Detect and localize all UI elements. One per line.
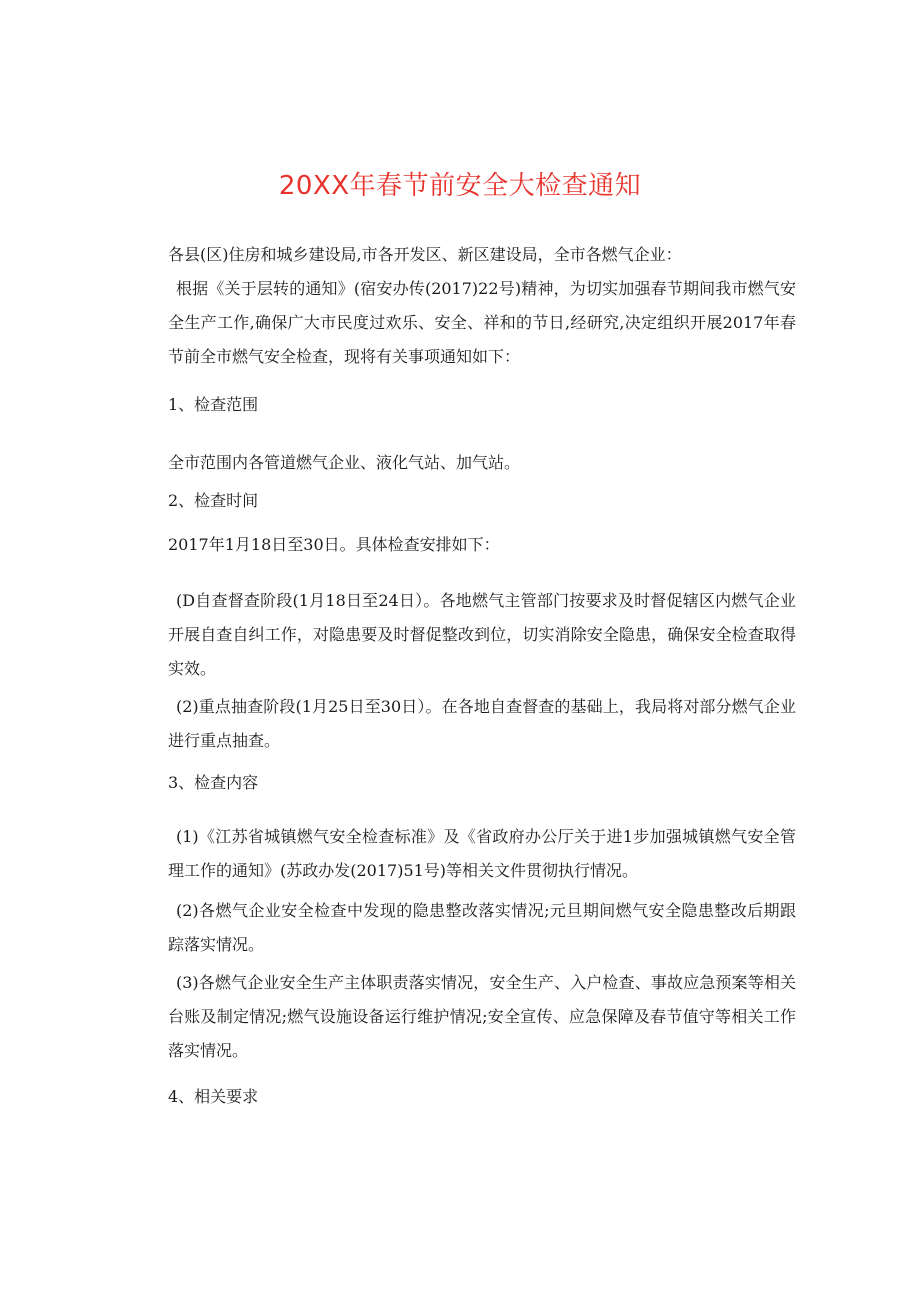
section-heading-requirements: 4、相关要求 bbox=[168, 1087, 259, 1106]
content-item-2: (2)各燃气企业安全检查中发现的隐患整改落实情况;元旦期间燃气安全隐患整改后期跟踪落实情况。 bbox=[168, 901, 796, 954]
time-text: 2017年1月18日至30日。具体检查安排如下： bbox=[168, 535, 500, 554]
section-heading-content: 3、检查内容 bbox=[168, 773, 259, 792]
document-title: 20XX年春节前安全大检查通知 bbox=[278, 171, 642, 201]
time-item-2: (2)重点抽查阶段(1月25日至30日）。在各地自查督查的基础上，我局将对部分燃气企业进行重点抽查。 bbox=[168, 697, 796, 750]
salutation: 各县(区)住房和城乡建设局,市各开发区、新区建设局，全市各燃气企业： bbox=[168, 245, 682, 264]
section-heading-scope: 1、检查范围 bbox=[168, 395, 259, 414]
scope-text: 全市范围内各管道燃气企业、液化气站、加气站。 bbox=[168, 453, 521, 472]
section-heading-time: 2、检查时间 bbox=[168, 491, 259, 510]
intro-paragraph: 根据《关于层转的通知》(宿安办传(2017)22号)精神，为切实加强春节期间我市燃气安全生产工作,确保广大市民度过欢乐、安全、祥和的节日,经研究,决定组织开展2017年春节前全市燃气安全检查，现将有关事项通知如下： bbox=[168, 279, 796, 366]
time-item-1: (D自查督查阶段(1月18日至24日）。各地燃气主管部门按要求及时督促辖区内燃气企业开展自查自纠工作，对隐患要及时督促整改到位，切实消除安全隐患，确保安全检查取得实效。 bbox=[168, 591, 796, 678]
content-item-3: (3)各燃气企业安全生产主体职责落实情况，安全生产、入户检查、事故应急预案等相关台账及制定情况;燃气设施设备运行维护情况;安全宣传、应急保障及春节值守等相关工作落实情况。 bbox=[168, 973, 796, 1060]
content-item-1: (1)《江苏省城镇燃气安全检查标准》及《省政府办公厅关于进1步加强城镇燃气安全管理工作的通知》(苏政办发(2017)51号)等相关文件贯彻执行情况。 bbox=[168, 827, 796, 880]
